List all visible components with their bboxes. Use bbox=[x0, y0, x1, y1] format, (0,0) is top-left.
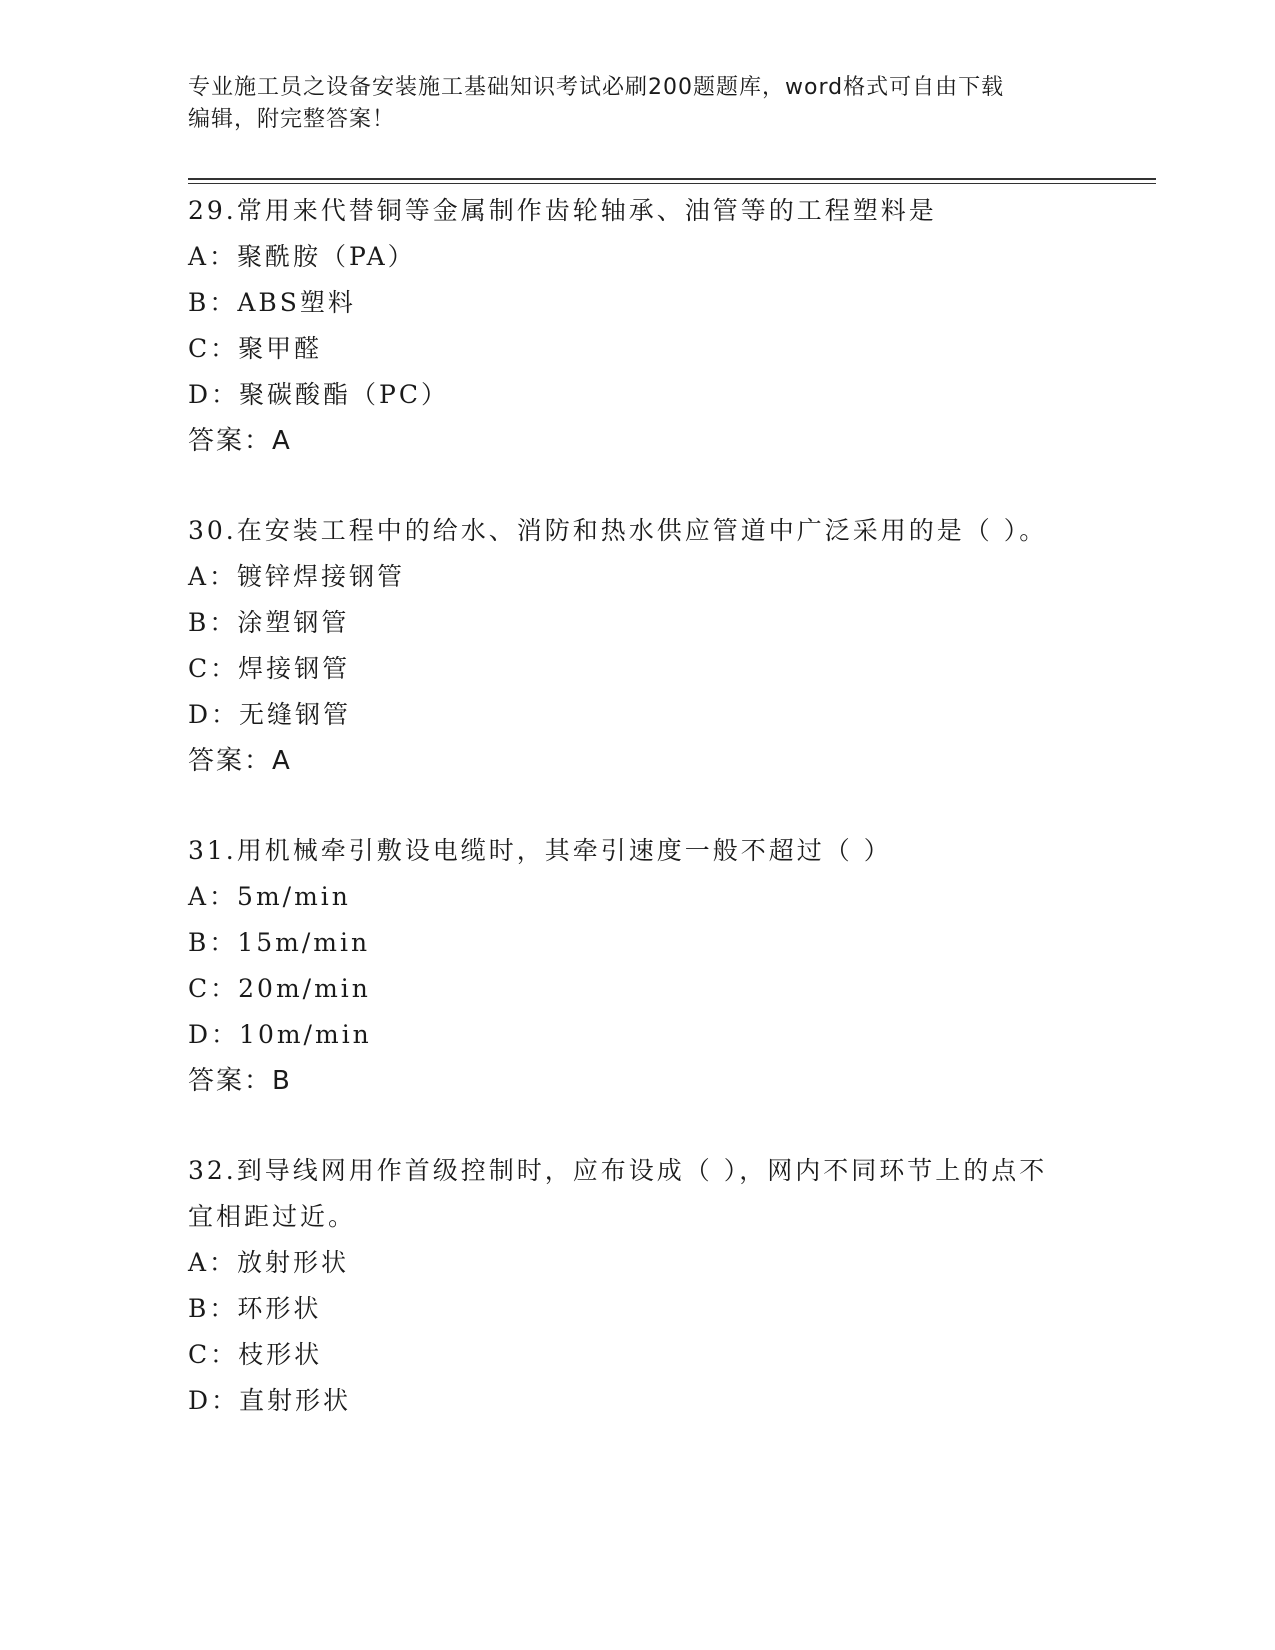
answer-line: 答案：B bbox=[188, 1066, 292, 1096]
option-c: C：焊接钢管 bbox=[188, 654, 351, 683]
option-c: C：20m/min bbox=[188, 974, 371, 1003]
answer-line: 答案：A bbox=[188, 426, 292, 456]
question-31 bbox=[188, 828, 1068, 1104]
option-b: B：ABS塑料 bbox=[188, 288, 356, 317]
question-spacer bbox=[188, 1104, 1068, 1148]
question-32 bbox=[188, 1148, 1068, 1424]
question-list bbox=[188, 188, 1068, 1424]
question-30 bbox=[188, 508, 1068, 784]
header-line-1: 专业施工员之设备安装施工基础知识考试必刷200题题库，word格式可自由下载 bbox=[188, 75, 1005, 100]
option-c: C：聚甲醛 bbox=[188, 334, 323, 363]
option-d: D：直射形状 bbox=[188, 1386, 352, 1415]
option-a: A：镀锌焊接钢管 bbox=[188, 562, 406, 591]
question-29 bbox=[188, 188, 1068, 464]
answer-line: 答案：A bbox=[188, 746, 292, 776]
header-divider-thin bbox=[188, 183, 1156, 184]
question-stem: 31.用机械牵引敷设电缆时，其牵引速度一般不超过（ ） bbox=[188, 836, 892, 865]
question-stem: 32.到导线网用作首级控制时，应布设成（ ），网内不同环节上的点不宜相距过近。 bbox=[188, 1156, 1048, 1231]
option-a: A：聚酰胺（PA） bbox=[188, 242, 416, 271]
question-spacer bbox=[188, 784, 1068, 828]
option-b: B：环形状 bbox=[188, 1294, 322, 1323]
question-spacer bbox=[188, 464, 1068, 508]
option-a: A：放射形状 bbox=[188, 1248, 350, 1277]
header-divider-thick bbox=[188, 178, 1156, 180]
question-stem: 29.常用来代替铜等金属制作齿轮轴承、油管等的工程塑料是 bbox=[188, 196, 937, 225]
option-d: D：无缝钢管 bbox=[188, 700, 352, 729]
option-a: A：5m/min bbox=[188, 882, 351, 911]
option-b: B：涂塑钢管 bbox=[188, 608, 350, 637]
option-c: C：枝形状 bbox=[188, 1340, 323, 1369]
document-header bbox=[188, 72, 1068, 136]
option-b: B：15m/min bbox=[188, 928, 371, 957]
option-d: D：10m/min bbox=[188, 1020, 372, 1049]
option-d: D：聚碳酸酯（PC） bbox=[188, 380, 449, 409]
header-line-2: 编辑，附完整答案！ bbox=[188, 107, 396, 132]
question-stem: 30.在安装工程中的给水、消防和热水供应管道中广泛采用的是（ ）。 bbox=[188, 516, 1048, 545]
